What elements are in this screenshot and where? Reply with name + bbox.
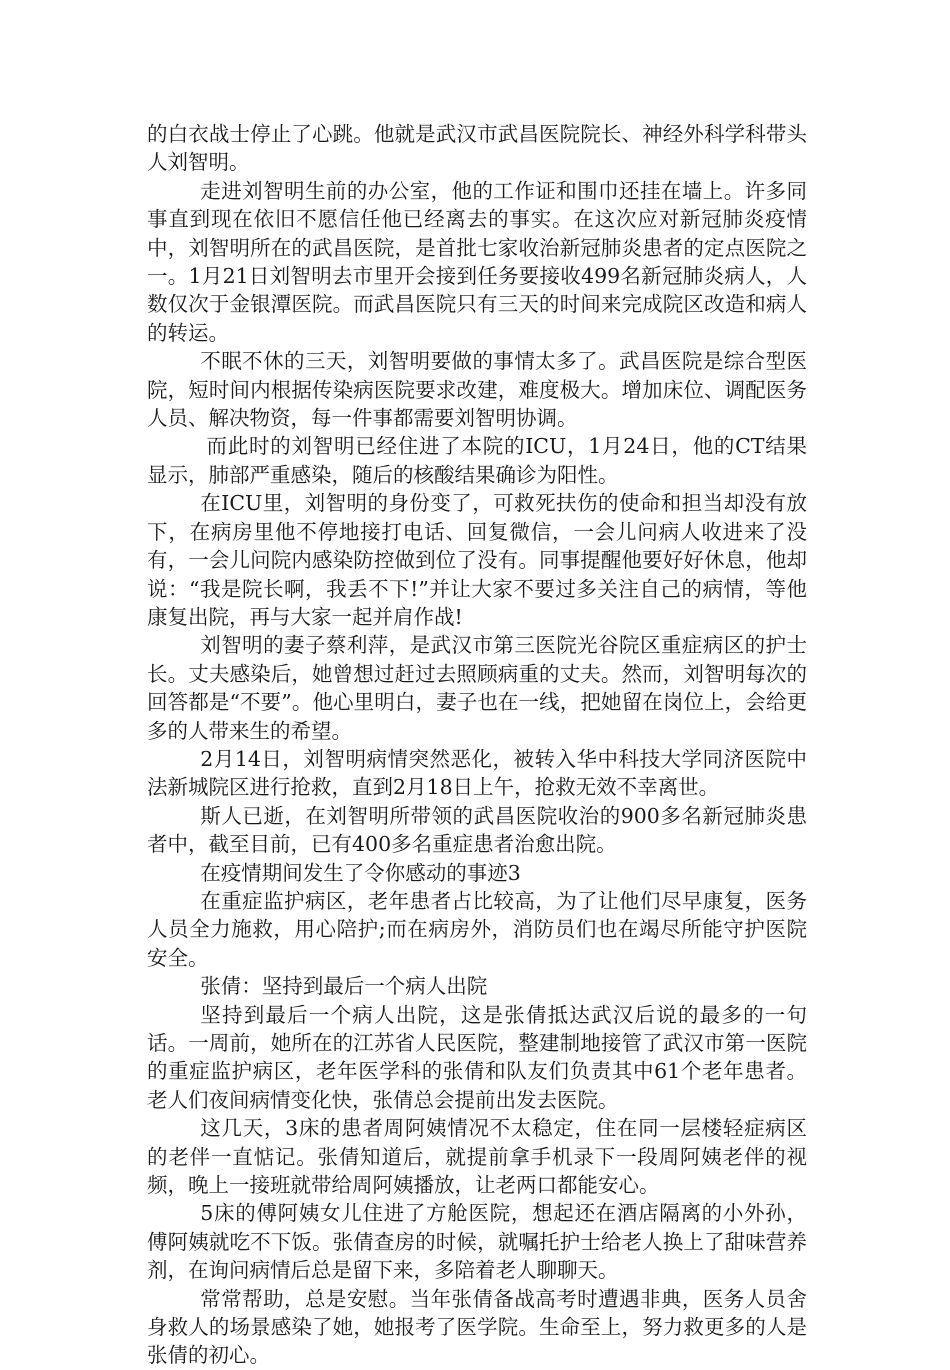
section-heading: 在疫情期间发生了令你感动的事迹3 [200, 860, 521, 885]
paragraph: 在重症监护病区，老年患者占比较高，为了让他们尽早康复，医务人员全力施救，用心陪护;而在病房外，消防员们也在竭尽所能守护医院安全。 [147, 888, 807, 970]
document-body [147, 120, 807, 1370]
paragraph: 刘智明的妻子蔡利萍，是武汉市第三医院光谷院区重症病区的护士长。丈夫感染后，她曾想过赶过去照顾病重的丈夫。然而，刘智明每次的回答都是“不要”。他心里明白，妻子也在一线，把她留在岗位上，会给更多的人带来生的希望。 [147, 633, 807, 743]
paragraph: 的白衣战士停止了心跳。他就是武汉市武昌医院院长、神经外科学科带头人刘智明。 [147, 122, 807, 175]
paragraph: 5床的傅阿姨女儿住进了方舱医院，想起还在酒店隔离的小外孙，傅阿姨就吃不下饭。张倩查房的时候，就嘱托护士给老人换上了甜味营养剂，在询问病情后总是留下来，多陪着老人聊聊天。 [147, 1201, 807, 1283]
paragraph: 而此时的刘智明已经住进了本院的ICU，1月24日，他的CT结果显示，肺部严重感染，随后的核酸结果确诊为阳性。 [147, 434, 807, 487]
paragraph: 走进刘智明生前的办公室，他的工作证和围巾还挂在墙上。许多同事直到现在依旧不愿信任他已经离去的事实。在这次应对新冠肺炎疫情中，刘智明所在的武昌医院，是首批七家收治新冠肺炎患者的定点医院之一。1月21日刘智明去市里开会接到任务要接收499名新冠肺炎病人，人数仅次于金银潭医院。而武昌医院只有三天的时间来完成院区改造和病人的转运。 [147, 178, 807, 345]
paragraph: 斯人已逝，在刘智明所带领的武昌医院收治的900多名新冠肺炎患者中，截至目前，已有400多名重症患者治愈出院。 [147, 803, 807, 857]
paragraph: 这几天，3床的患者周阿姨情况不太稳定，住在同一层楼轻症病区的老伴一直惦记。张倩知道后，就提前拿手机录下一段周阿姨老伴的视频，晚上一接班就带给周阿姨播放，让老两口都能安心。 [147, 1116, 807, 1198]
subsection-heading: 张倩：坚持到最后一个病人出院 [200, 974, 488, 999]
paragraph: 2月14日，刘智明病情突然恶化，被转入华中科技大学同济医院中法新城院区进行抢救，直到2月18日上午，抢救无效不幸离世。 [147, 746, 807, 800]
paragraph: 常常帮助，总是安慰。当年张倩备战高考时遭遇非典，医务人员舍身救人的场景感染了她，她报考了医学院。生命至上，努力救更多的人是张倩的初心。 [147, 1286, 807, 1368]
paragraph: 不眠不休的三天，刘智明要做的事情太多了。武昌医院是综合型医院，短时间内根据传染病医院要求改建，难度极大。增加床位、调配医务人员、解决物资，每一件事都需要刘智明协调。 [147, 349, 807, 431]
paragraph: 坚持到最后一个病人出院，这是张倩抵达武汉后说的最多的一句话。一周前，她所在的江苏省人民医院，整建制地接管了武汉市第一医院的重症监护病区，老年医学科的张倩和队友们负责其中61个老年患者。老人们夜间病情变化快，张倩总会提前出发去医院。 [147, 1002, 807, 1112]
paragraph: 在ICU里，刘智明的身份变了，可救死扶伤的使命和担当却没有放下，在病房里他不停地接打电话、回复微信，一会儿问病人收进来了没有，一会儿问院内感染防控做到位了没有。同事提醒他要好好休息，他却说：“我是院长啊，我丢不下!”并让大家不要过多关注自己的病情，等他康复出院，再与大家一起并肩作战! [147, 491, 807, 629]
